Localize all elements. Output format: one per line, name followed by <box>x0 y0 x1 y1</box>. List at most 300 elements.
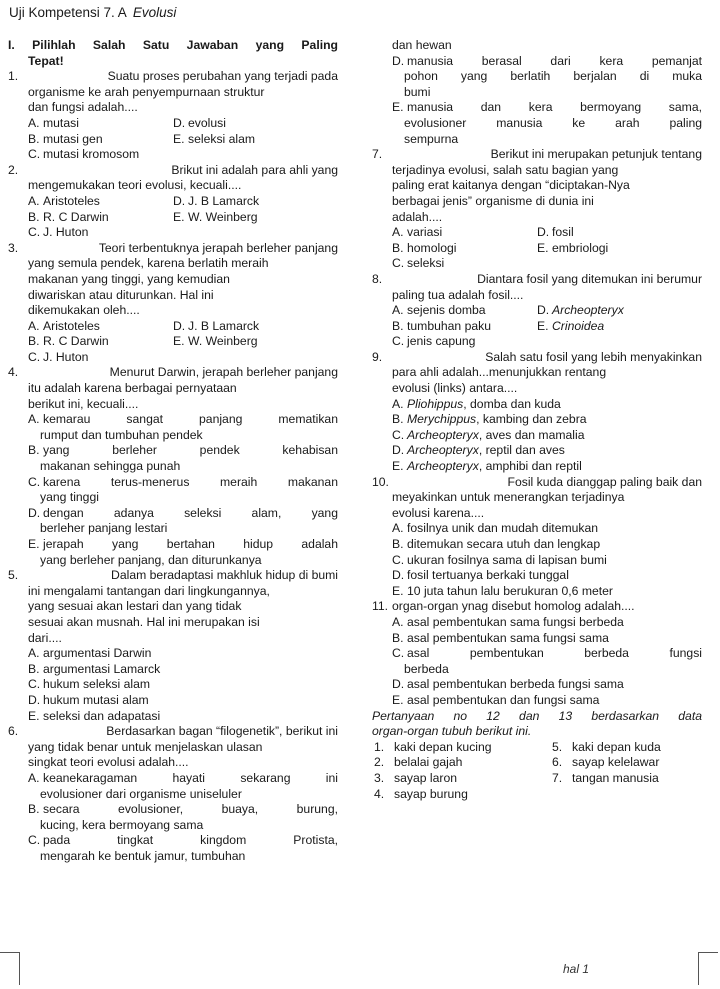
question-7-line <box>372 210 702 226</box>
section-heading-cont: Tepat! <box>28 53 64 68</box>
organ-row <box>372 771 702 787</box>
q4-option-line <box>8 553 338 569</box>
question-6-number: 6. <box>8 724 19 739</box>
organ-number: 6. <box>552 755 563 770</box>
q2-option-option <box>173 210 258 226</box>
question-7-line <box>372 194 702 210</box>
question-8-line <box>372 272 702 288</box>
q4-option-letter: C. <box>28 474 41 489</box>
question-7-number: 7. <box>372 147 383 162</box>
q6-option-letter: E. <box>392 100 404 115</box>
q8-option-row <box>372 334 702 350</box>
question-7-text: Berikut ini merupakan petunjuk tentang <box>490 147 702 162</box>
question-7-line <box>372 163 702 179</box>
q8-option <box>537 303 624 319</box>
question-5-text: yang sesuai akan lestari dan yang tidak <box>28 599 242 614</box>
q3-option-text: J. B Lamarck <box>188 318 260 333</box>
q4-option-text: yang tinggi <box>40 490 99 505</box>
q6-option-line <box>8 802 338 818</box>
organ-number: 5. <box>552 739 563 754</box>
q6-option-line <box>372 100 702 116</box>
question-9-text: Salah satu fosil yang lebih menyakinkan <box>485 349 702 364</box>
q11-option-text: asal pembentukan sama fungsi berbeda <box>407 614 624 629</box>
q10-option <box>372 584 702 600</box>
section-heading <box>8 38 338 54</box>
instruction-text: organ-organ tubuh berikut ini. <box>372 724 532 739</box>
question-3-text: makanan yang tinggi, yang kemudian <box>28 271 230 286</box>
q7-option-option <box>537 225 574 241</box>
q6-option-line <box>372 132 702 148</box>
q11-option-line <box>372 631 702 647</box>
q5-option-text: seleksi dan adapatasi <box>43 708 161 723</box>
question-8-line <box>372 288 702 304</box>
question-10-line <box>372 506 702 522</box>
q5-option <box>8 709 338 725</box>
question-4-text: Menurut Darwin, jerapah berleher panjang <box>109 365 338 380</box>
q4-option-text: rumput dan tumbuhan pendek <box>40 427 203 442</box>
q8-option-text: sejenis domba <box>407 303 486 318</box>
q4-option-text: kemarau sangat panjang mematikan <box>43 412 338 427</box>
question-6-text: singkat teori evolusi adalah.... <box>28 755 189 770</box>
question-9-number: 9. <box>372 349 383 364</box>
question-8-number: 8. <box>372 271 383 286</box>
question-1-line <box>8 100 338 116</box>
question-3-line <box>8 256 338 272</box>
q2-option-option <box>28 225 173 241</box>
q6-option-line <box>372 85 702 101</box>
question-11-number: 11. <box>372 599 389 614</box>
q1-option-option <box>28 116 173 132</box>
q4-option-line <box>8 537 338 553</box>
q4-option-line <box>8 490 338 506</box>
q7-option-row <box>372 225 702 241</box>
organ-item <box>374 740 552 756</box>
q5-option-letter: B. <box>28 661 40 676</box>
q10-option-letter: E. <box>392 583 404 598</box>
q7-option-letter: D. <box>537 225 550 240</box>
q10-option <box>372 553 702 569</box>
q8-option-text: tumbuhan paku <box>407 318 492 333</box>
q5-option-text: hukum seleksi alam <box>43 677 151 692</box>
q3-option-text: J. Huton <box>43 349 89 364</box>
question-4-text: itu adalah karena berbagai pernyataan <box>28 381 237 396</box>
organ-row <box>372 787 702 803</box>
q3-option-option <box>28 319 173 335</box>
q7-option-letter: A. <box>392 225 404 240</box>
q10-option-text: ditemukan secara utuh dan lengkap <box>407 537 601 551</box>
q9-option-line <box>372 459 702 475</box>
worksheet-header <box>9 5 176 20</box>
page-number: hal 1 <box>563 962 590 976</box>
q6-option-text: evolusioner dari organisme uniseluler <box>40 786 242 801</box>
q3-option-letter: E. <box>173 334 185 349</box>
question-10-line <box>372 475 702 491</box>
q1-option-option <box>28 147 173 163</box>
question-6-line <box>8 724 338 740</box>
q3-option-option <box>28 350 173 366</box>
q10-option-text: fosil tertuanya berkaki tunggal <box>407 568 569 583</box>
q3-option-option <box>28 334 173 350</box>
question-7-line <box>372 178 702 194</box>
q4-option-line <box>8 412 338 428</box>
q1-option-letter: E. <box>173 131 185 146</box>
header-subtitle: Evolusi <box>132 5 177 20</box>
q7-option-text: embriologi <box>552 240 609 255</box>
q6-option-letter: B. <box>28 802 40 817</box>
q4-option-letter: D. <box>28 505 41 520</box>
q1-option-text: evolusi <box>188 115 226 130</box>
organ-number: 4. <box>374 786 385 801</box>
q9-option-species: Archeopteryx <box>407 459 479 474</box>
q2-option-row <box>8 210 338 226</box>
q8-option <box>392 334 537 350</box>
question-9-line <box>372 381 702 397</box>
q9-option-letter: E. <box>392 459 404 474</box>
q5-option <box>8 677 338 693</box>
q6-option-text: kucing, kera bermoyang sama <box>40 817 204 832</box>
q11-option-text: berbeda <box>404 661 449 676</box>
q10-option-text: ukuran fosilnya sama di lapisan bumi <box>407 552 607 567</box>
question-8-text: Diantara fosil yang ditemukan ini berumur <box>477 271 702 286</box>
q6-option-text: manusia dan kera bermoyang sama, <box>407 100 702 115</box>
question-7-line <box>372 147 702 163</box>
organ-number: 7. <box>552 770 563 785</box>
organ-name: kaki depan kucing <box>394 739 492 754</box>
question-1-line <box>8 69 338 85</box>
q6-option-line <box>372 69 702 85</box>
q3-option-row <box>8 350 338 366</box>
q8-option-row <box>372 303 702 319</box>
q8-option <box>392 319 537 335</box>
q7-option-text: seleksi <box>407 256 445 271</box>
question-9-text: evolusi (links) antara.... <box>392 381 518 396</box>
q4-option-line <box>8 521 338 537</box>
question-2-number: 2. <box>8 162 19 177</box>
q8-option <box>392 303 537 319</box>
q9-option-text: , domba dan kuda <box>463 396 561 411</box>
q7-option-option <box>392 225 537 241</box>
q1-option-row <box>8 132 338 148</box>
q10-option-letter: C. <box>392 552 405 567</box>
q9-option-species: Archeopteryx <box>407 427 479 442</box>
q9-option-text: , reptil dan aves <box>478 443 565 458</box>
q6-option-line <box>8 833 338 849</box>
question-1-text: organisme ke arah penyempurnaan struktur <box>28 84 265 99</box>
q7-option-option <box>537 241 608 257</box>
question-10-number: 10. <box>372 474 389 489</box>
question-3-text: diwariskan atau diturunkan. Hal ini <box>28 287 214 302</box>
q3-option-row <box>8 334 338 350</box>
q3-option-text: R. C Darwin <box>43 334 109 349</box>
q10-option <box>372 537 702 553</box>
q9-option-text: , kambing dan zebra <box>476 412 587 427</box>
q6-option-line <box>8 787 338 803</box>
q4-option-text: yang berleher pendek kehabisan <box>43 443 338 458</box>
q6-option-text: keanekaragaman hayati sekarang ini <box>43 770 338 785</box>
q8-option-letter: E. <box>537 318 549 333</box>
q4-option-letter: B. <box>28 443 40 458</box>
q2-option-option <box>28 194 173 210</box>
q5-option-letter: E. <box>28 708 40 723</box>
q4-option-text: makanan sehingga punah <box>40 459 181 474</box>
q10-option-text: fosilnya unik dan mudah ditemukan <box>407 521 599 536</box>
q5-option <box>8 646 338 662</box>
q5-option <box>8 693 338 709</box>
q11-option-letter: C. <box>392 646 405 661</box>
q3-option-letter: C. <box>28 349 41 364</box>
crop-mark-right <box>698 952 718 985</box>
q8-option-text: jenis capung <box>407 334 476 349</box>
q8-option-letter: C. <box>392 334 405 349</box>
q11-option-text: asal pembentukan berbeda fungsi sama <box>407 677 624 692</box>
q7-option-row <box>372 256 702 272</box>
q7-option-row <box>372 241 702 257</box>
q11-option-line <box>372 646 702 662</box>
q11-option-text: asal pembentukan dan fungsi sama <box>407 692 600 707</box>
q2-option-row <box>8 225 338 241</box>
q6-option-text: pada tingkat kingdom Protista, <box>43 833 338 848</box>
q10-option-letter: A. <box>392 521 404 536</box>
section-heading-text: I. Pilihlah Salah Satu Jawaban yang Paling <box>8 38 338 52</box>
q5-option-text: argumentasi Lamarck <box>43 661 161 676</box>
question-2-text: mengemukakan teori evolusi, kecuali.... <box>28 178 242 193</box>
q9-option-species: Archeopteryx <box>407 443 479 458</box>
q2-option-text: J. Huton <box>43 225 89 240</box>
q3-option-option <box>173 334 258 350</box>
question-10-text: meyakinkan untuk menerangkan terjadinya <box>392 490 625 505</box>
crop-mark-left <box>0 952 20 985</box>
q4-option-line <box>8 459 338 475</box>
q11-option-line <box>372 662 702 678</box>
q10-option-letter: B. <box>392 537 404 551</box>
q3-option-letter: A. <box>28 318 40 333</box>
q5-option-text: argumentasi Darwin <box>43 646 152 661</box>
q4-option-letter: E. <box>28 537 40 551</box>
q6-option-letter: C. <box>28 833 41 848</box>
q11-option-letter: D. <box>392 677 405 692</box>
q3-option-letter: D. <box>173 318 186 333</box>
q4-option-line <box>8 428 338 444</box>
q6-option-line <box>8 818 338 834</box>
question-4-line <box>8 381 338 397</box>
q1-option-letter: B. <box>28 131 40 146</box>
organ-item <box>552 771 659 787</box>
q1-option-option <box>173 116 226 132</box>
q2-option-text: R. C Darwin <box>43 209 109 224</box>
q4-option-text: yang berleher panjang, dan diturunkanya <box>40 552 262 567</box>
q9-option-line <box>372 412 702 428</box>
q10-option <box>372 568 702 584</box>
question-7-text: berbagai jenis” organisme di dunia ini <box>392 193 594 208</box>
organ-number: 1. <box>374 739 385 754</box>
q2-option-letter: B. <box>28 209 40 224</box>
q8-option <box>537 319 604 335</box>
question-3-text: dikemukakan oleh.... <box>28 303 140 318</box>
q9-option-line <box>372 443 702 459</box>
q6-option-text: pohon yang berlatih berjalan di muka <box>404 69 702 84</box>
organ-row <box>372 740 702 756</box>
question-5-text: ini mengalami tantangan dari lingkungannya, <box>28 583 270 598</box>
q2-option-option <box>28 210 173 226</box>
question-10-line <box>372 490 702 506</box>
q9-option-text: , aves dan mamalia <box>478 427 585 442</box>
q11-option-text: asal pembentukan sama fungsi sama <box>407 630 609 645</box>
question-9-text: para ahli adalah...menunjukkan rentang <box>392 365 607 380</box>
question-3-line <box>8 288 338 304</box>
q9-option-line <box>372 397 702 413</box>
q4-option-letter: A. <box>28 412 40 427</box>
instruction-text: Pertanyaan no 12 dan 13 berdasarkan data <box>372 708 702 723</box>
organ-row <box>372 755 702 771</box>
question-9-line <box>372 350 702 366</box>
organ-item <box>374 755 552 771</box>
q3-option-row <box>8 319 338 335</box>
q4-option-text: karena terus-menerus meraih makanan <box>43 474 338 489</box>
q9-option-species: Merychippus <box>407 412 477 427</box>
organ-name: tangan manusia <box>572 770 659 785</box>
q8-option-species: Crinoidea <box>552 318 605 333</box>
q1-option-row <box>8 116 338 132</box>
q11-option-line <box>372 677 702 693</box>
question-5-line <box>8 568 338 584</box>
question-7-text: adalah.... <box>392 209 443 224</box>
q4-option-line <box>8 443 338 459</box>
q2-option-row <box>8 194 338 210</box>
question-8-text: paling tua adalah fosil.... <box>392 287 524 302</box>
q2-option-text: Aristoteles <box>43 193 100 208</box>
question-3-text: Teori terbentuknya jerapah berleher panjang <box>98 240 338 255</box>
question-11 <box>372 599 702 615</box>
q6-option-text: mengarah ke bentuk jamur, tumbuhan <box>40 848 246 863</box>
question-2-line <box>8 163 338 179</box>
q5-option <box>8 662 338 678</box>
organ-item <box>552 755 659 771</box>
question-3-number: 3. <box>8 240 19 255</box>
q7-option-text: fosil <box>552 225 574 240</box>
organ-item <box>374 787 552 803</box>
question-3-text: yang semula pendek, karena berlatih meraih <box>28 256 269 271</box>
question-1-text: Suatu proses perubahan yang terjadi pada <box>107 69 338 84</box>
question-5-number: 5. <box>8 568 19 583</box>
q1-option-text: seleksi alam <box>188 131 256 146</box>
q2-option-letter: A. <box>28 193 40 208</box>
header-title: Uji Kompetensi 7. A <box>9 5 127 20</box>
q8-option-letter: D. <box>537 303 550 318</box>
q6-option-letter: A. <box>28 770 40 785</box>
question-6-text: yang tidak benar untuk menjelaskan ulasan <box>28 739 263 754</box>
q1-option-option <box>28 132 173 148</box>
question-5-text: Dalam beradaptasi makhluk hidup di bumi <box>111 568 338 583</box>
question-2-line <box>8 178 338 194</box>
q9-option-species: Pliohippus <box>407 396 464 411</box>
q9-option-letter: C. <box>392 427 405 442</box>
question-1-line <box>8 85 338 101</box>
q4-option-text: dengan adanya seleksi alam, yang <box>43 505 338 520</box>
q7-option-text: homologi <box>407 240 457 255</box>
q11-option-letter: E. <box>392 692 404 707</box>
q1-option-letter: C. <box>28 147 41 162</box>
organ-name: sayap burung <box>394 786 468 801</box>
question-5-text: dari.... <box>28 630 62 645</box>
question-9-line <box>372 365 702 381</box>
instruction-line <box>372 724 702 740</box>
question-7-text: terjadinya evolusi, salah satu bagian yang <box>392 162 619 177</box>
question-4-line <box>8 365 338 381</box>
q5-option-letter: C. <box>28 677 41 692</box>
question-11-text: organ-organ ynag disebut homolog adalah.... <box>392 599 635 614</box>
q2-option-letter: C. <box>28 225 41 240</box>
organ-name: belalai gajah <box>394 755 463 770</box>
q9-option-letter: A. <box>392 396 404 411</box>
question-4-number: 4. <box>8 365 19 380</box>
q6-option-text: bumi <box>404 84 431 99</box>
q4-option-text: berleher panjang lestari <box>40 521 168 536</box>
q6-option-line <box>372 54 702 70</box>
q1-option-row <box>8 147 338 163</box>
question-5-text: sesuai akan musnah. Hal ini merupakan isi <box>28 614 260 629</box>
q1-option-text: mutasi kromosom <box>43 147 140 162</box>
q1-option-text: mutasi <box>43 115 79 130</box>
organ-item <box>374 771 552 787</box>
q7-option-letter: B. <box>392 240 404 255</box>
q6-option-text: secara evolusioner, buaya, burung, <box>43 802 338 817</box>
q2-option-letter: E. <box>173 209 185 224</box>
q9-option-letter: D. <box>392 443 405 458</box>
question-1-number: 1. <box>8 69 19 84</box>
q8-option-letter: B. <box>392 318 404 333</box>
organ-number: 2. <box>374 755 385 770</box>
q3-option-letter: B. <box>28 334 40 349</box>
q11-option-text: asal pembentukan berbeda fungsi <box>407 646 702 661</box>
q3-option-option <box>173 319 259 335</box>
q6-option-letter: D. <box>392 53 405 68</box>
q1-option-option <box>173 132 255 148</box>
q4-option-text: jerapah yang bertahan hidup adalah <box>43 537 338 551</box>
q7-option-option <box>392 241 537 257</box>
question-6-text: Berdasarkan bagan “filogenetik”, berikut ini <box>106 724 338 739</box>
q9-option-text: , amphibi dan reptil <box>478 459 582 474</box>
q8-option-species: Archeopteryx <box>552 303 624 318</box>
q2-option-letter: D. <box>173 193 186 208</box>
q5-option-text: hukum mutasi alam <box>43 692 149 707</box>
q11-option-letter: A. <box>392 614 404 629</box>
q2-option-text: W. Weinberg <box>188 209 258 224</box>
q7-option-text: variasi <box>407 225 443 240</box>
q3-option-text: Aristoteles <box>43 318 100 333</box>
q4-option-line <box>8 475 338 491</box>
question-3-line <box>8 303 338 319</box>
q8-option-row <box>372 319 702 335</box>
question-7-text: paling erat kaitanya dengan “diciptakan-Nya <box>392 178 630 193</box>
question-4-text: berikut ini, kecuali.... <box>28 396 139 411</box>
organ-name: kaki depan kuda <box>572 739 661 754</box>
question-3-line <box>8 241 338 257</box>
q2-option-text: J. B Lamarck <box>188 193 260 208</box>
q6-option-text: sempurna <box>404 131 459 146</box>
q5-option-letter: A. <box>28 646 40 661</box>
organ-item <box>552 740 661 756</box>
q5-option-letter: D. <box>28 692 41 707</box>
question-3-line <box>8 272 338 288</box>
q6-continuation: dan hewan <box>392 38 452 52</box>
q6-option-line <box>372 116 702 132</box>
q3-option-text: W. Weinberg <box>188 334 258 349</box>
q6-option-line <box>8 771 338 787</box>
q11-option-line <box>372 615 702 631</box>
q6-option-text: manusia berasal dari kera pemanjat <box>407 53 702 68</box>
q4-option-line <box>8 506 338 522</box>
question-5-line <box>8 631 338 647</box>
